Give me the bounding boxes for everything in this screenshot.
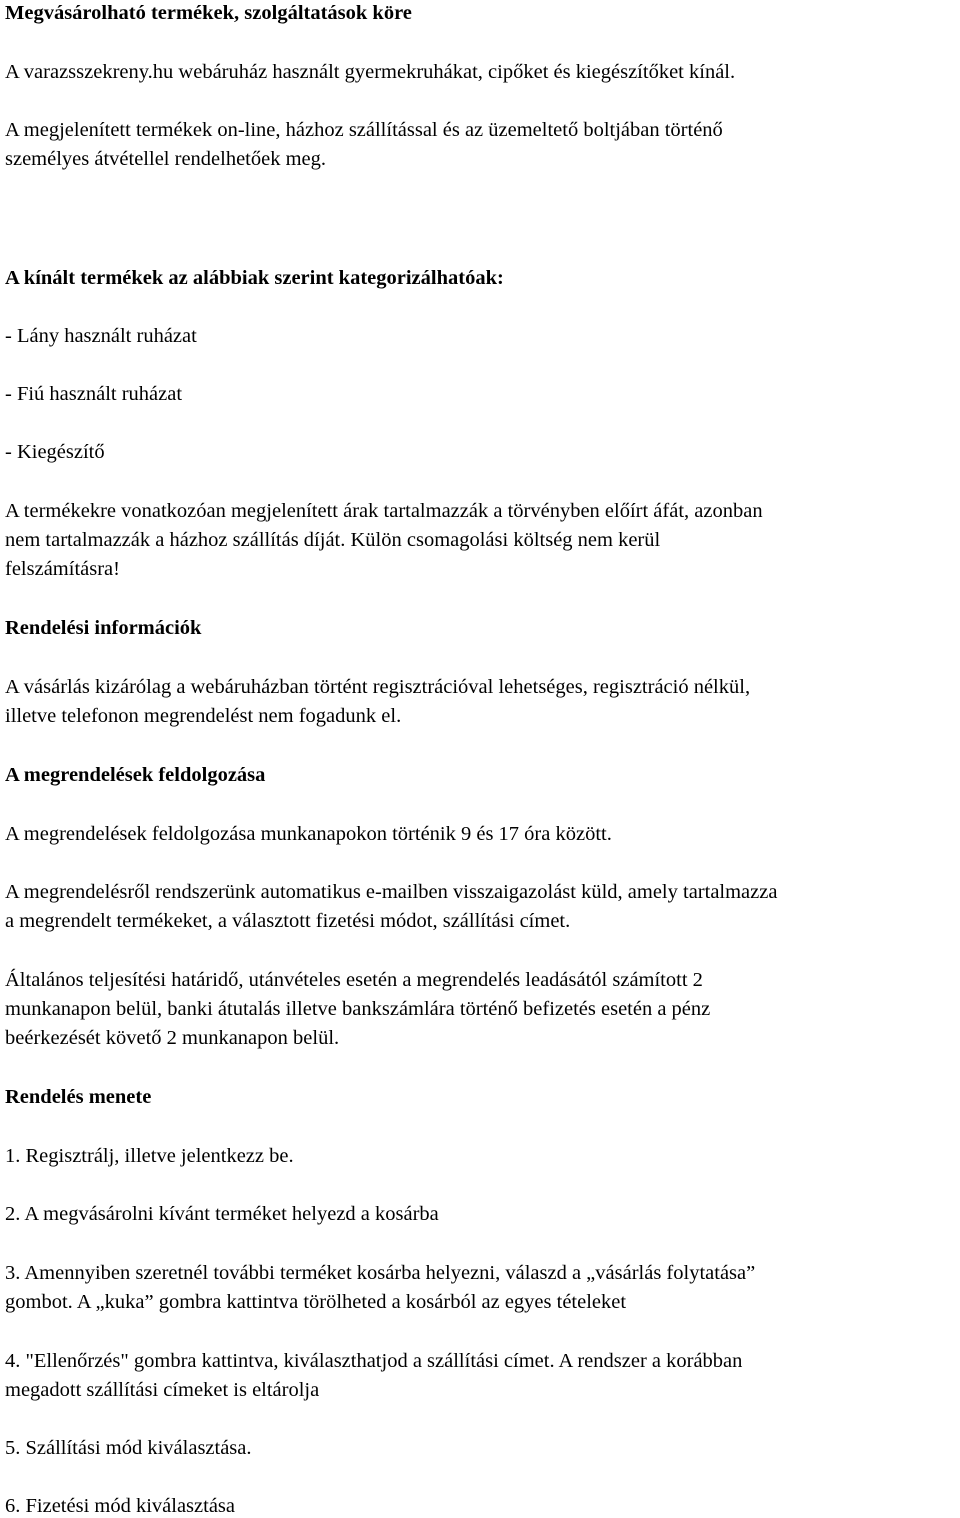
category-item: - Kiegészítő <box>5 441 105 463</box>
categories-heading: A kínált termékek az alábbiak szerint kategorizálhatóak: <box>5 267 504 289</box>
category-item: - Lány használt ruházat <box>5 325 197 347</box>
order-step: 5. Szállítási mód kiválasztása. <box>5 1437 252 1459</box>
order-steps-heading: Rendelés menete <box>5 1086 152 1108</box>
order-step-line: gombot. A „kuka” gombra kattintva törölheted a kosárból az egyes tételeket <box>5 1291 627 1313</box>
price-note-line: A termékekre vonatkozóan megjelenített árak tartalmazzák a törvényben előírt áfát, azonban <box>5 500 763 522</box>
category-item: - Fiú használt ruházat <box>5 383 183 405</box>
deadline-paragraph-line: beérkezését követő 2 munkanapon belül. <box>5 1027 340 1049</box>
processing-paragraph-line: a megrendelt termékeket, a választott fizetési módot, szállítási címet. <box>5 910 571 932</box>
order-step: 6. Fizetési mód kiválasztása <box>5 1495 235 1517</box>
order-step-line: megadott szállítási címeket is eltárolja <box>5 1379 320 1401</box>
processing-paragraph-line: A megrendelésről rendszerünk automatikus e-mailben visszaigazolást küld, amely tartalmazza <box>5 881 778 903</box>
order-step: 1. Regisztrálj, illetve jelentkezz be. <box>5 1145 294 1167</box>
price-note-line: felszámításra! <box>5 558 120 580</box>
price-note-line: nem tartalmazzák a házhoz szállítás díját. Külön csomagolási költség nem kerül <box>5 529 661 551</box>
order-step-line: 3. Amennyiben szeretnél további terméket kosárba helyezni, válaszd a „vásárlás folytatása” <box>5 1262 756 1284</box>
deadline-paragraph-line: munkanapon belül, banki átutalás illetve bankszámlára történő befizetés esetén a pénz <box>5 998 711 1020</box>
page-title: Megvásárolható termékek, szolgáltatások köre <box>5 2 412 24</box>
ordering-info-heading: Rendelési információk <box>5 617 202 639</box>
processing-heading: A megrendelések feldolgozása <box>5 764 266 786</box>
deadline-paragraph-line: Általános teljesítési határidő, utánvételes esetén a megrendelés leadásától számított 2 <box>5 969 703 991</box>
ordering-info-line: A vásárlás kizárólag a webáruházban történt regisztrációval lehetséges, regisztráció nélkül, <box>5 676 751 698</box>
processing-paragraph: A megrendelések feldolgozása munkanapokon történik 9 és 17 óra között. <box>5 823 612 845</box>
intro-paragraph: A varazsszekreny.hu webáruház használt gyermekruhákat, cipőket és kiegészítőket kínál. <box>5 61 736 83</box>
intro-paragraph-line: A megjelenített termékek on-line, házhoz szállítással és az üzemeltető boltjában történő <box>5 119 723 141</box>
intro-paragraph-line: személyes átvétellel rendelhetőek meg. <box>5 148 327 170</box>
ordering-info-line: illetve telefonon megrendelést nem fogadunk el. <box>5 705 402 727</box>
order-step: 2. A megvásárolni kívánt terméket helyezd a kosárba <box>5 1203 439 1225</box>
order-step-line: 4. "Ellenőrzés" gombra kattintva, kiválaszthatjod a szállítási címet. A rendszer a korábban <box>5 1350 743 1372</box>
